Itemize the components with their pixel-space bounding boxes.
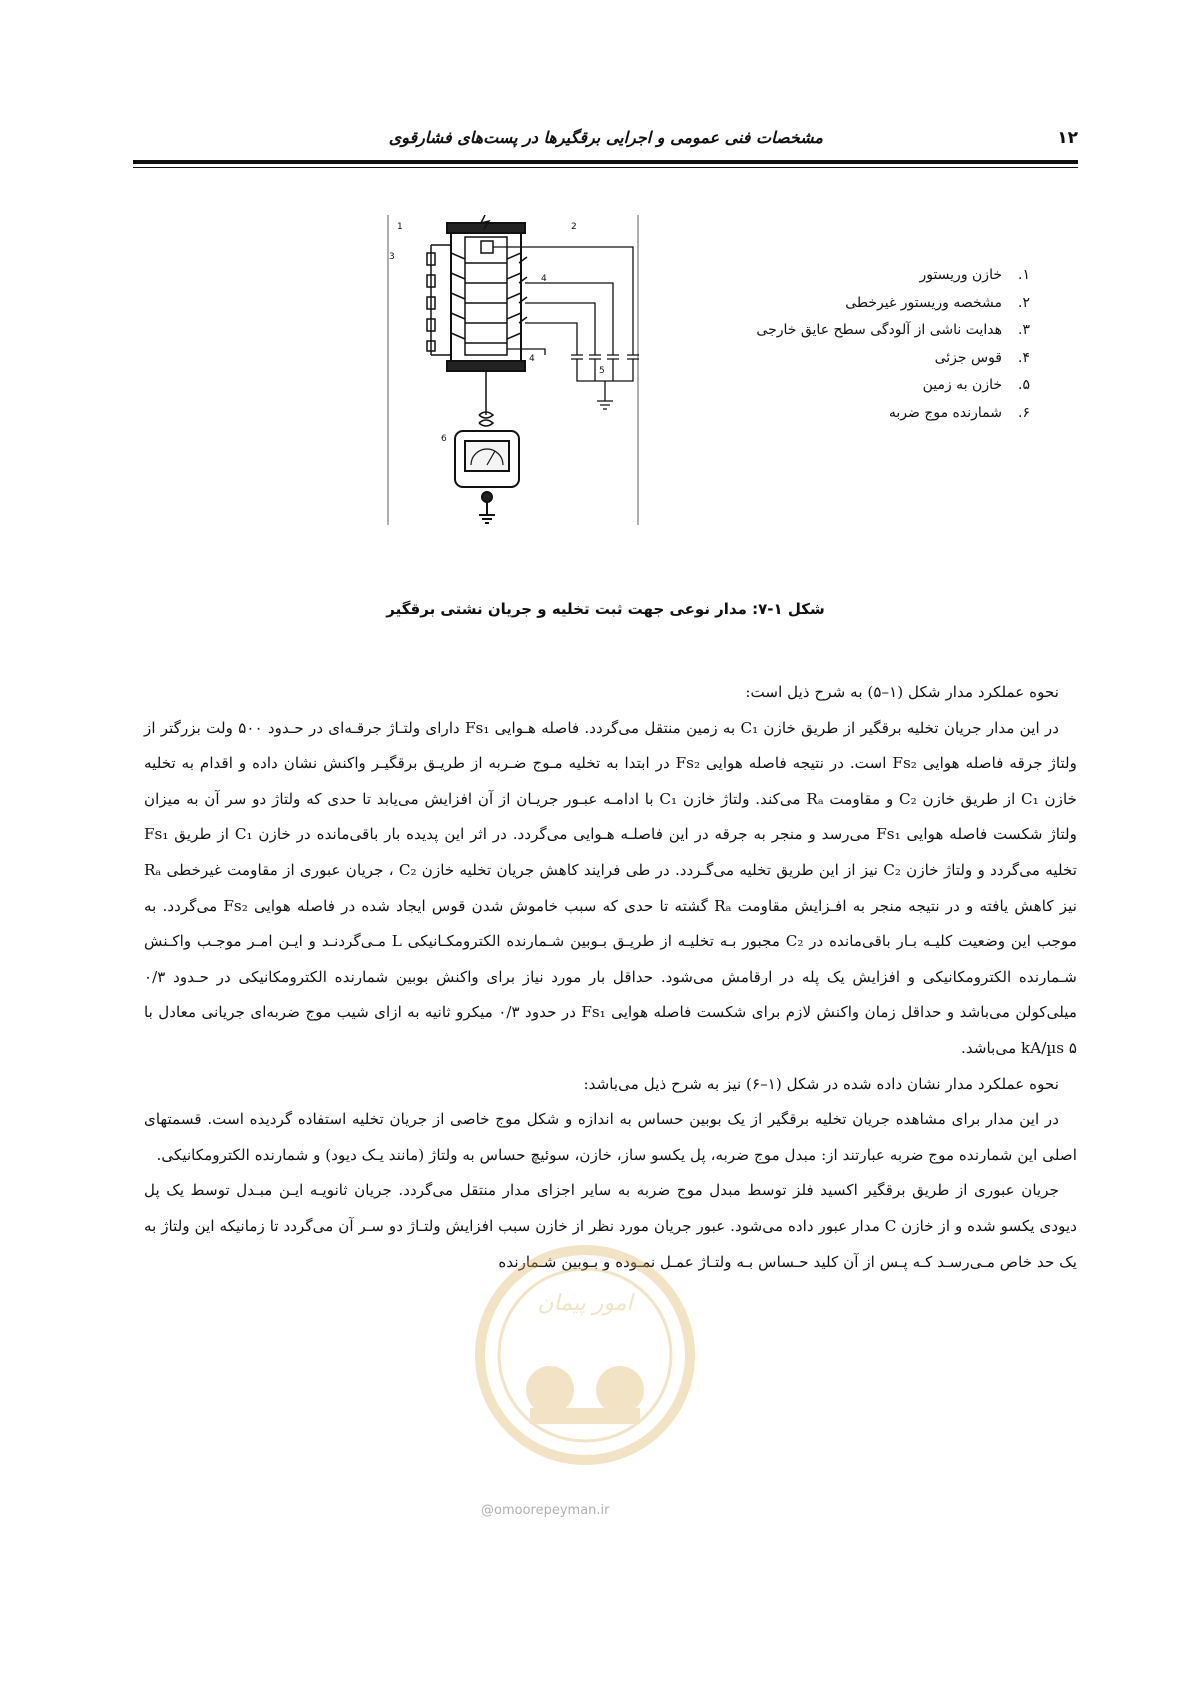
legend-item xyxy=(700,400,1030,428)
callout-2: 2 xyxy=(571,222,577,232)
legend-text: قوس جزئی xyxy=(934,349,1002,366)
figure-callouts xyxy=(389,222,605,444)
callout-6: 6 xyxy=(441,434,447,444)
running-header xyxy=(133,128,1078,164)
figure-legend xyxy=(700,262,1030,427)
callout-5: 5 xyxy=(599,366,605,376)
paragraph: نحوه عملکرد مدار شکل (۱–۵) به شرح ذیل است: xyxy=(745,683,1059,701)
leakage-paths xyxy=(493,247,639,409)
legend-item xyxy=(700,317,1030,345)
legend-item xyxy=(700,262,1030,290)
counter-lead xyxy=(479,371,493,426)
legend-text: هدایت ناشی از آلودگی سطح عایق خارجی xyxy=(756,322,1002,338)
legend-text: مشخصه وریستور غیرخطی xyxy=(845,294,1002,311)
arrester-circuit-diagram xyxy=(385,215,685,575)
legend-number: ۱. xyxy=(1018,267,1030,283)
watermark-url: @omoorepeyman.ir xyxy=(481,1503,610,1518)
paragraph: نحوه عملکرد مدار نشان داده شده در شکل (۱–۶) نیز به شرح ذیل می‌باشد: xyxy=(583,1074,1059,1093)
figure-caption: شکل ۱-۷: مدار نوعی جهت ثبت تخلیه و جریان نشتی برقگیر xyxy=(386,600,825,618)
capacitor-ladder-right xyxy=(507,253,527,339)
varistor-blocks xyxy=(465,241,507,343)
page-number: ۱۲ xyxy=(1057,128,1078,148)
callout-4a: 4 xyxy=(541,274,547,284)
legend-text: شمارنده موج ضربه xyxy=(888,404,1002,421)
legend-number: ۲. xyxy=(1018,294,1030,311)
legend-item xyxy=(700,372,1030,400)
arrester-housing xyxy=(447,215,525,371)
capacitor-ladder-left xyxy=(427,245,465,355)
watermark-logo-text: امور پیمان xyxy=(537,1291,633,1316)
header-rule xyxy=(133,160,1078,164)
body-text xyxy=(144,675,1077,1280)
legend-text: خازن به زمین xyxy=(922,377,1002,393)
legend-number: ۶. xyxy=(1018,404,1030,421)
legend-item xyxy=(700,290,1030,318)
callout-3: 3 xyxy=(389,252,395,262)
watermark-logo xyxy=(470,1240,700,1470)
legend-text: خازن وریستور xyxy=(919,267,1002,283)
callout-4b: 4 xyxy=(529,354,535,364)
paragraph: جریان عبوری از طریق برقگیر اکسید فلز توسط مبدل موج ضربه به سایر اجزای مدار منتقل می‌گردد. جریان ثانویـه ایـن مبـدل توسط یک پل دیودی یکسو شده و از خازن C مدار عبور داده می‌شود. عبور جریان مورد نظر از خازن سبب افزایش ولتـاژ دو سـر آن می‌گردد تا زمانیکه این ولتاژ به یک حد خاص مـی‌رسـد کـه پـس از آن کلید حـساس بـه ولتـاژ عمـل نمـوده و بـوبین شـمارنده xyxy=(144,1181,1077,1271)
callout-1: 1 xyxy=(397,222,403,232)
legend-number: ۴. xyxy=(1018,349,1030,366)
surge-counter-icon xyxy=(455,431,519,523)
paragraph: در این مدار جریان تخلیه برقگیر از طریق خازن C₁ به زمین منتقل می‌گردد. فاصله هـوایی Fs₁ دارای ولتـاژ جرقـه‌ای در حـدود ۵۰۰ ولت بزرگتر از ولتاژ جرقه فاصله هوایی Fs₂ است. در نتیجه فاصله هوایی Fs₂ در ابتدا به تخلیه مـوج ضـربه از طریـق برقگیـر واکنش نشان داده و اقدام به تخلیه خازن C₁ از طریق خازن C₂ و مقاومت Rₐ می‌کند. ولتاژ خازن C₁ با ادامـه عبـور جریـان از آن افزایش می‌یابد تا حدی که ولتاژ دو سر آن به میزان ولتاژ شکست فاصله هوایی Fs₁ می‌رسد و منجر به جرقه در این فاصلـه هـوایی می‌گردد. در اثر این پدیده بار باقی‌مانده در خازن C₁ از طریق Fs₁ تخلیه می‌گردد و ولتاژ خازن C₂ نیز از این طریق تخلیه می‌گـردد. در طی فرایند کاهش جریان تخلیه خازن C₂ ، جریان عبوری از مقاومت غیرخطی Rₐ نیز کاهش یافته و در نتیجه منجر به افـزایش مقاومت Rₐ گشته تا حدی که سبب خاموش شدن قوس ایجاد شده در فاصله هوایی Fs₂ می‌گردد. به موجب این وضعیت کلیـه بـار باقی‌مانده در C₂ مجبور بـه تخلیـه از طریـق بـوبین شـمارنده الکترومکـانیکی L مـی‌گردنـد و ایـن امـر موجـب واکـنش شـمارنده الکترومکانیکی و افزایش یک پله در ارقامش می‌شود. حداقل بار مورد نیاز برای واکنش بوبین شمارنده الکترومکانیکی در حـدود ۰/۳ میلی‌کولن می‌باشد و حداقل زمان واکنش لازم برای شکست فاصله هوایی Fs₁ در حدود ۰/۳ میکرو ثانیه به ازای شیب موج ضربه‌ای جریانی معادل با ۵ kA/µs می‌باشد. xyxy=(144,718,1078,1057)
paragraph: در این مدار برای مشاهده جریان تخلیه برقگیر از یک بوبین حساس به اندازه و شکل موج خاصی از جریان تخلیه استفاده گردیده است. قسمتهای اصلی این شمارنده موج ضربه عبارتند از: مبدل موج ضربه، پل یکسو ساز، خازن، سوئیچ حساس به ولتاژ (مانند یـک دیود) و شمارنده الکترومکانیکی. xyxy=(144,1110,1077,1164)
header-title: مشخصات فنی عمومی و اجرایی برقگیرها در پست‌های فشارقوی xyxy=(388,128,823,147)
legend-number: ۵. xyxy=(1018,377,1030,393)
header-rule-thin xyxy=(133,167,1078,168)
legend-number: ۳. xyxy=(1018,322,1030,338)
legend-item xyxy=(700,345,1030,373)
